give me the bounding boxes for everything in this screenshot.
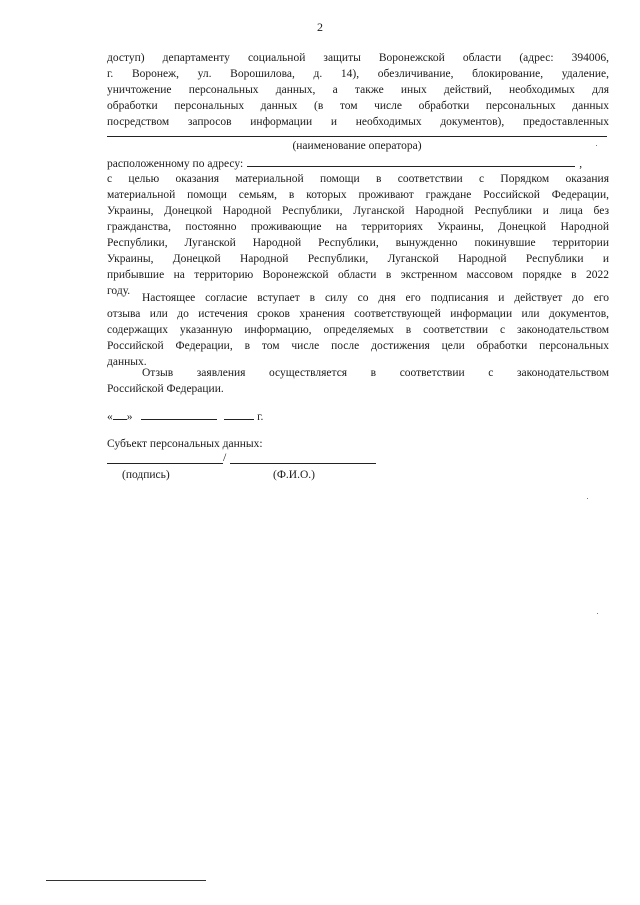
paragraph-purpose — [107, 171, 609, 299]
paragraph-revocation-last-line: Российской Федерации. — [107, 383, 224, 395]
paragraph-top-line-3: уничтожение персональных данных, а также иных действий, необходимых для — [107, 84, 609, 96]
date-month-field[interactable] — [141, 409, 217, 420]
address-label: расположенному по адресу: — [107, 158, 244, 170]
date-year-suffix: г. — [257, 411, 264, 423]
paragraph-top-line-5: посредством запросов информации и необходимых документов), предоставленных — [107, 116, 609, 128]
paragraph-purpose-line-7: прибывшие на территорию Воронежской области в экстренном массовом порядке в 2022 — [107, 269, 609, 281]
paragraph-validity-last-line: данных. — [107, 356, 147, 368]
paragraph-purpose-line-6: Украины, Донецкой Народной Республики, Луганской Народной Республики и — [107, 253, 609, 265]
address-suffix: , — [579, 158, 583, 170]
paragraph-revocation-line-1: Отзыв заявления осуществляется в соответствии с законодательством — [142, 367, 609, 379]
paragraph-validity-line-2: отзыва или до истечения сроков хранения соответствующей информации или документов, — [107, 308, 609, 320]
paragraph-top — [107, 50, 609, 130]
footnote-rule — [46, 880, 206, 881]
scan-speck — [597, 613, 598, 614]
date-close-quote: » — [126, 411, 133, 423]
paragraph-purpose-line-4: гражданства, постоянно проживающие на территориях Украины, Донецкой Народной — [107, 221, 609, 233]
date-day-field[interactable] — [113, 409, 127, 420]
full-name-caption: (Ф.И.О.) — [273, 469, 315, 481]
date-year-field[interactable] — [224, 409, 254, 420]
address-line — [107, 155, 609, 172]
operator-name-field[interactable] — [107, 136, 607, 137]
full-name-field[interactable] — [230, 463, 376, 464]
page-number: 2 — [317, 20, 323, 34]
paragraph-validity-line-4: Российской Федерации, в том числе после достижения цели обработки персональных — [107, 340, 609, 352]
paragraph-revocation — [107, 365, 609, 397]
date-open-quote: « — [107, 411, 113, 423]
scan-speck — [596, 145, 597, 146]
paragraph-purpose-line-2: материальной помощи семьям, в которых проживают граждане Российской Федерации, — [107, 189, 609, 201]
signature-field[interactable] — [107, 463, 223, 464]
date-line — [107, 409, 263, 423]
paragraph-validity-line-3: содержащих указанную информацию, определяемых в соответствии с законодательством — [107, 324, 609, 336]
operator-caption: (наименование оператора) — [292, 140, 422, 152]
paragraph-top-line-2: г. Воронеж, ул. Ворошилова, д. 14), обезличивание, блокирование, удаление, — [107, 68, 609, 80]
subject-label: Субъект персональных данных: — [107, 438, 263, 450]
scan-speck — [587, 498, 588, 499]
paragraph-purpose-line-5: Республики, Луганской Народной Республики, вынужденно покинувшие территории — [107, 237, 609, 249]
signature-slash: / — [223, 450, 227, 464]
paragraph-top-line-1: доступ) департаменту социальной защиты Воронежской области (адрес: 394006, — [107, 52, 609, 64]
signature-caption: (подпись) — [122, 469, 170, 481]
paragraph-purpose-line-1: с целью оказания материальной помощи в соответствии с Порядком оказания — [107, 173, 609, 185]
paragraph-top-line-4: обработки персональных данных (в том числе обработки персональных данных — [107, 100, 609, 112]
paragraph-validity-line-1: Настоящее согласие вступает в силу со дня его подписания и действует до его — [142, 292, 609, 304]
address-field[interactable] — [247, 155, 575, 167]
paragraph-purpose-last-line: году. — [107, 285, 131, 297]
paragraph-validity — [107, 290, 609, 370]
paragraph-purpose-line-3: Украины, Донецкой Народной Республики, Луганской Народной Республики и лица без — [107, 205, 609, 217]
